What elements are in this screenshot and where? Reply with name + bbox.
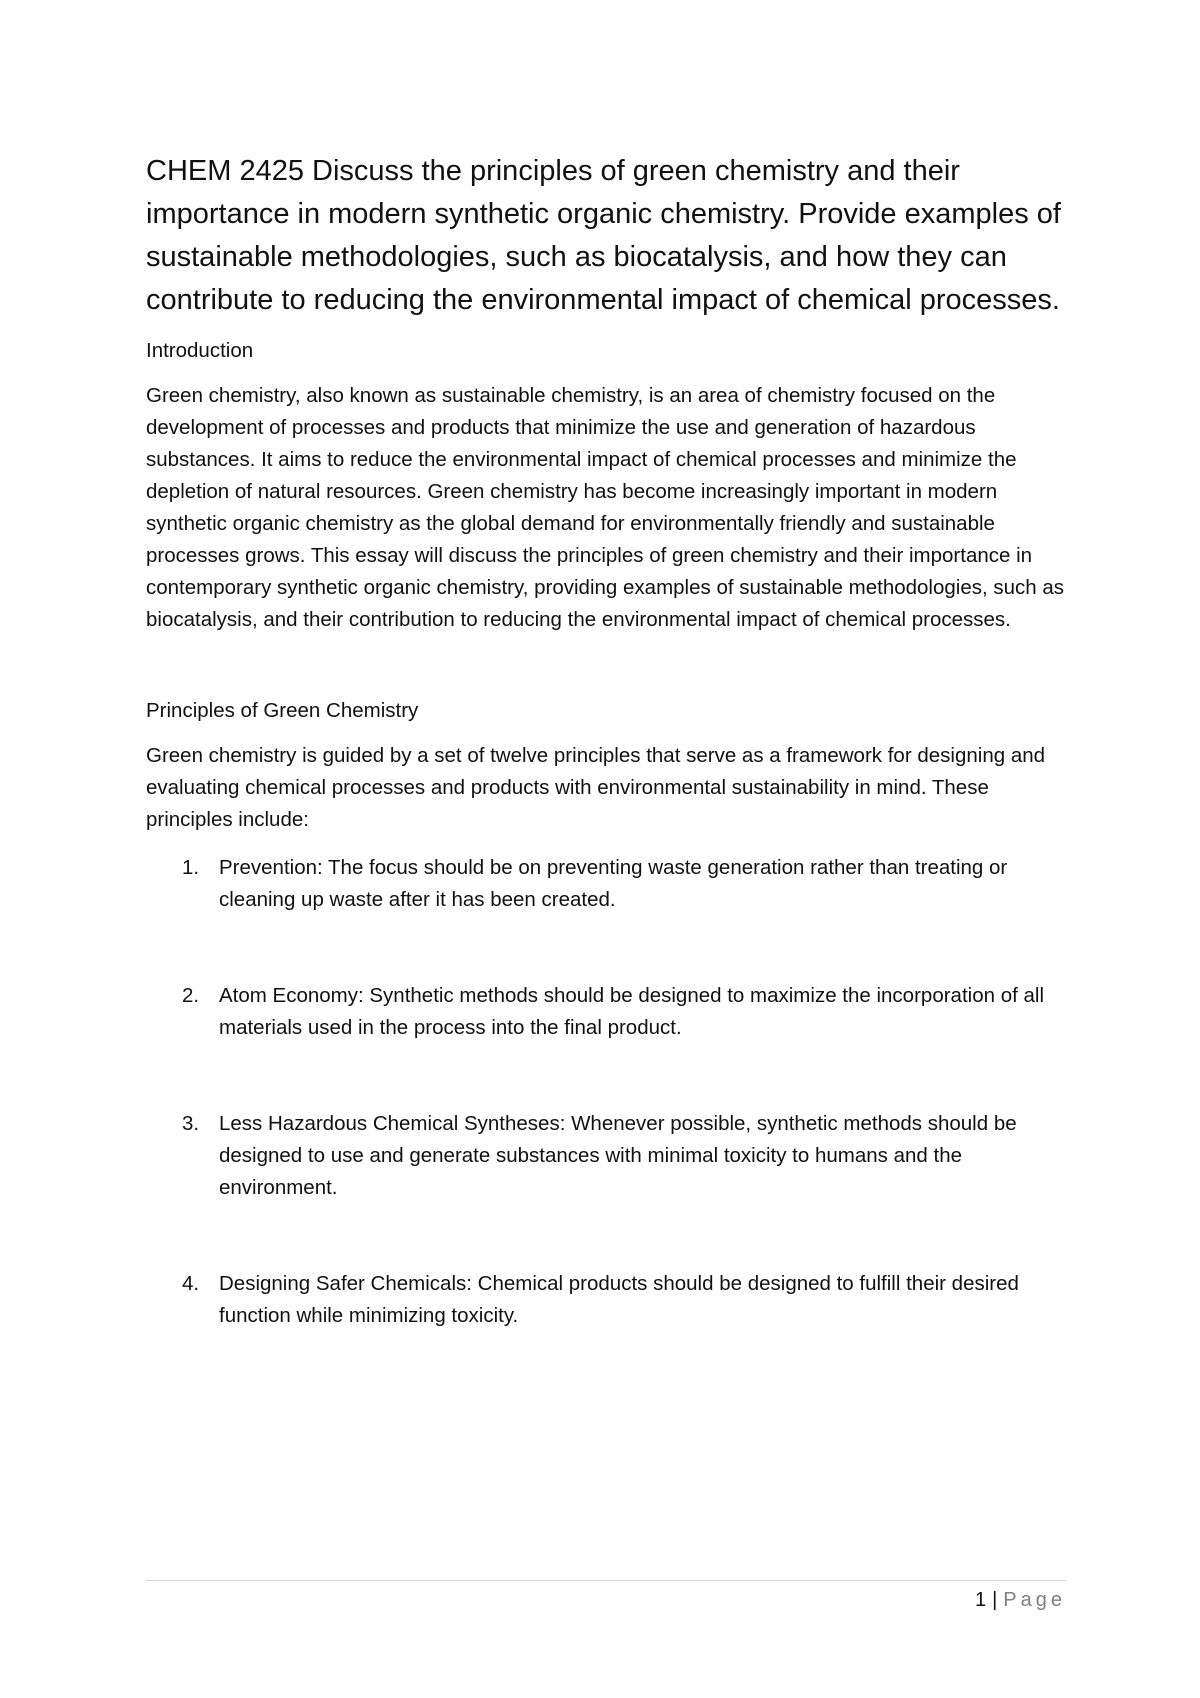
list-item-number: 1. — [182, 856, 200, 879]
list-item-text: Designing Safer Chemicals: Chemical products should be designed to fulfill their desired function while minimizing toxicity. — [219, 1272, 1019, 1327]
document-title: CHEM 2425 Discuss the principles of green chemistry and their importance in modern synthetic organic chemistry. Provide examples of sustainable methodologies, such as biocatalysis, and how they can contribute to reducing the environmental impact of chemical processes. — [146, 155, 1061, 316]
principles-paragraph: Green chemistry is guided by a set of twelve principles that serve as a framework for designing and evaluating chemical processes and products with environmental sustainability in mind. These principles include: — [146, 744, 1046, 831]
list-item-text: Prevention: The focus should be on preventing waste generation rather than treating or cleaning up waste after it has been created. — [219, 856, 1008, 911]
principles-heading: Principles of Green Chemistry — [146, 699, 419, 722]
list-item-text: Atom Economy: Synthetic methods should be designed to maximize the incorporation of all materials used in the process into the final product. — [219, 984, 1044, 1039]
document-body — [146, 150, 1066, 1332]
introduction-paragraph: Green chemistry, also known as sustainable chemistry, is an area of chemistry focused on the development of processes and products that minimize the use and generation of hazardous substances. It aims to reduce the environmental impact of chemical processes and minimize the depletion of natural resources. Green chemistry has become increasingly important in modern synthetic organic chemistry as the global demand for environmentally friendly and sustainable processes grows. This essay will discuss the principles of green chemistry and their importance in contemporary synthetic organic chemistry, providing examples of sustainable methodologies, such as biocatalysis, and their contribution to reducing the environmental impact of chemical processes. — [146, 384, 1065, 631]
footer-divider — [146, 1580, 1066, 1581]
page-number: 1 — [974, 1589, 987, 1611]
footer-separator: | — [992, 1589, 998, 1611]
principles-list — [146, 852, 1066, 1332]
section-spacer — [146, 652, 1066, 696]
list-item-number: 4. — [182, 1272, 200, 1295]
page-label: Page — [1003, 1589, 1066, 1611]
list-item — [146, 1108, 1066, 1204]
list-item-text: Less Hazardous Chemical Syntheses: Whenever possible, synthetic methods should be designed to use and generate substances with minimal toxicity to humans and the environment. — [219, 1112, 1017, 1199]
list-item — [146, 1268, 1066, 1332]
list-item-number: 2. — [182, 984, 200, 1007]
list-item — [146, 980, 1066, 1044]
list-item — [146, 852, 1066, 916]
introduction-heading: Introduction — [146, 339, 254, 362]
page-footer — [975, 1586, 1066, 1614]
list-item-number: 3. — [182, 1112, 200, 1135]
